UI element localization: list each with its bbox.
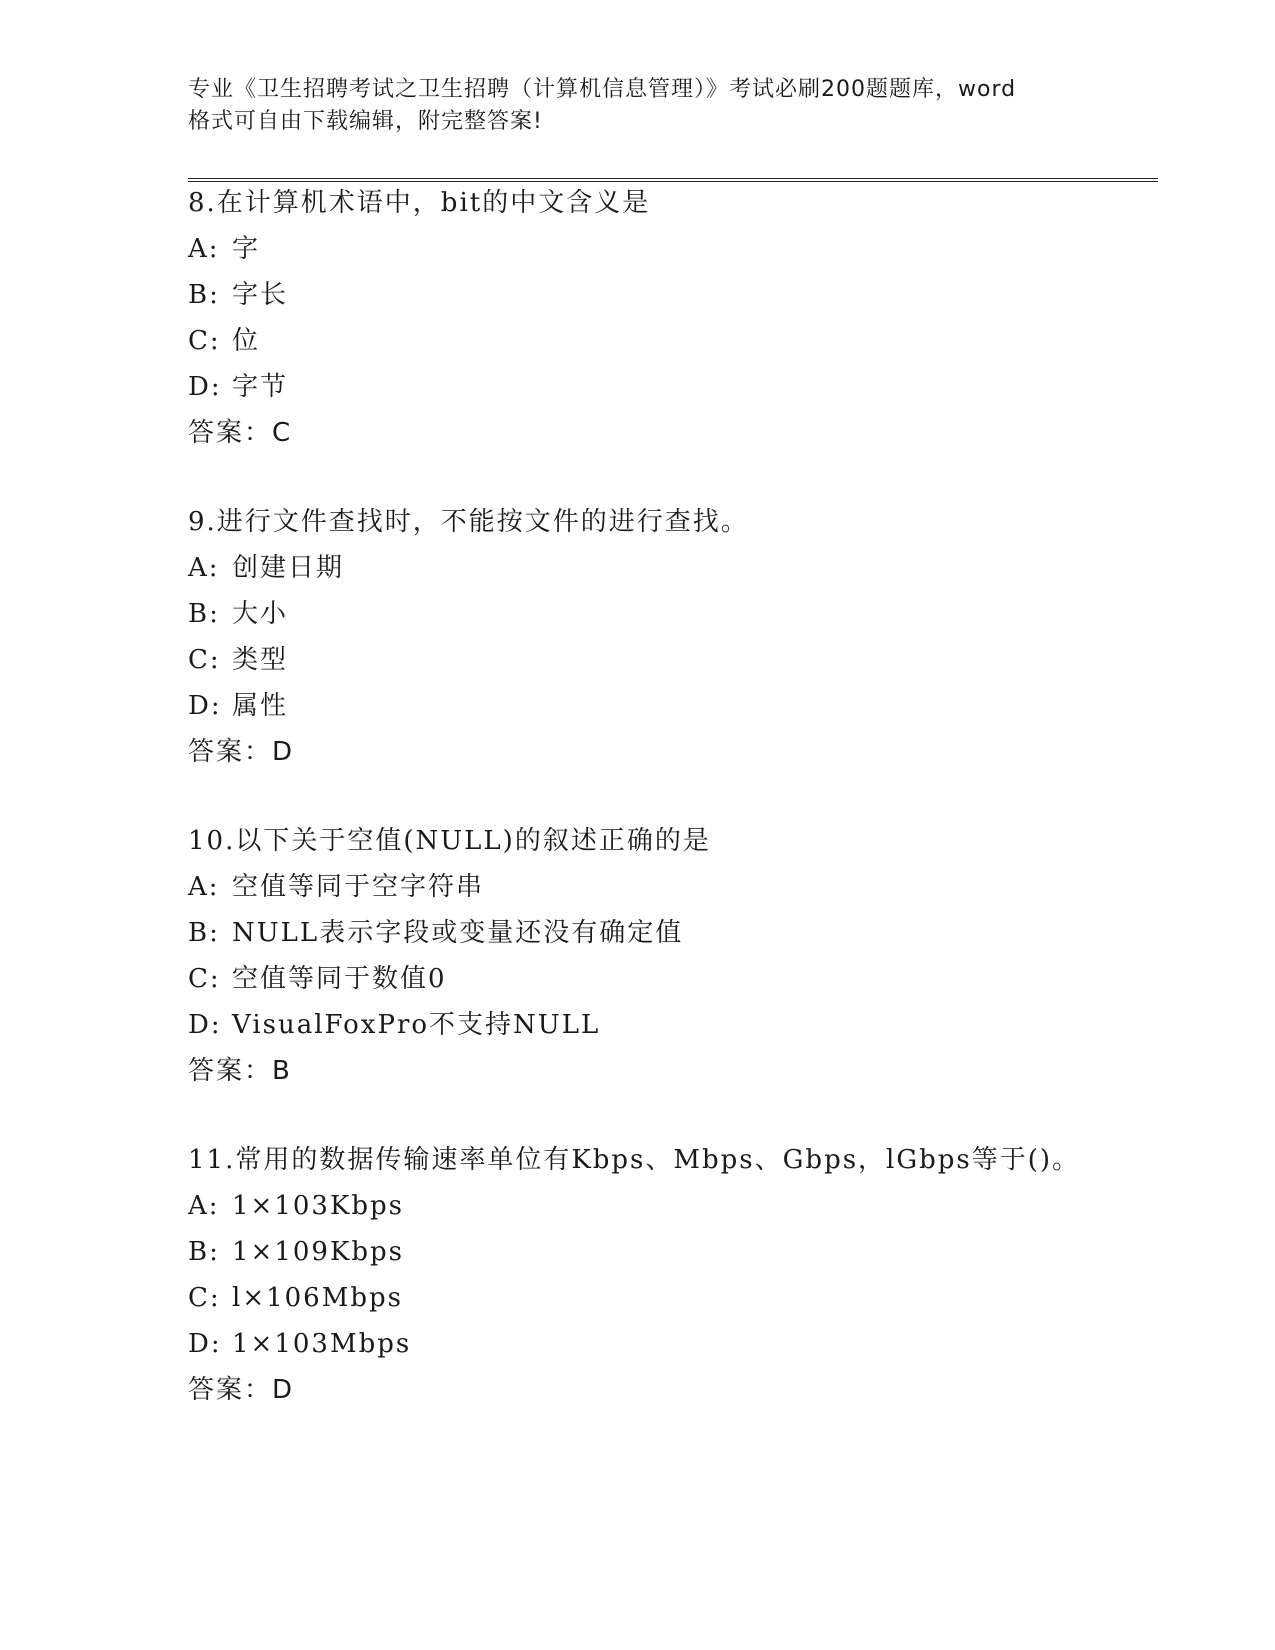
- answer-line: 答案：D: [188, 737, 295, 767]
- option-text: 1×103Mbps: [232, 1329, 412, 1359]
- question-stem: 9.进行文件查找时，不能按文件的进行查找。: [188, 507, 749, 537]
- option-text: l×106Mbps: [232, 1283, 403, 1313]
- question-stem: 8.在计算机术语中，bit的中文含义是: [188, 188, 651, 218]
- header-line-1: 专业《卫生招聘考试之卫生招聘（计算机信息管理）》考试必刷200题题库，word: [188, 77, 1017, 102]
- option-a: [188, 226, 1158, 272]
- option-letter: C:: [188, 645, 221, 675]
- answer-line: 答案：B: [188, 1056, 292, 1086]
- option-text: 字节: [232, 372, 289, 402]
- option-b: [188, 1229, 1158, 1275]
- option-text: 属性: [232, 691, 289, 721]
- question-stem: 11.常用的数据传输速率单位有Kbps、Mbps、Gbps，lGbps等于()。: [188, 1145, 1081, 1175]
- answer-line: 答案：D: [188, 1375, 295, 1405]
- option-letter: D:: [188, 691, 222, 721]
- option-b: [188, 272, 1158, 318]
- question-stem: 10.以下关于空值(NULL)的叙述正确的是: [188, 826, 711, 856]
- option-text: 空值等同于空字符串: [232, 872, 485, 902]
- option-letter: B:: [188, 599, 220, 629]
- header-line-2: 格式可自由下载编辑，附完整答案!: [188, 109, 543, 134]
- option-d: [188, 1002, 1158, 1048]
- option-letter: D:: [188, 1329, 222, 1359]
- question-10: [188, 818, 1158, 1094]
- question-9: [188, 499, 1158, 775]
- option-letter: A:: [188, 872, 220, 902]
- option-d: [188, 683, 1158, 729]
- option-b: [188, 910, 1158, 956]
- option-letter: C:: [188, 1283, 221, 1313]
- option-text: 字: [232, 234, 261, 264]
- answer-line: 答案：C: [188, 418, 293, 448]
- option-letter: D:: [188, 372, 222, 402]
- question-8: [188, 180, 1158, 456]
- option-letter: B:: [188, 918, 220, 948]
- option-text: 大小: [232, 599, 289, 629]
- option-c: [188, 637, 1158, 683]
- option-letter: B:: [188, 280, 220, 310]
- option-a: [188, 545, 1158, 591]
- option-letter: D:: [188, 1010, 222, 1040]
- option-letter: A:: [188, 234, 220, 264]
- option-letter: B:: [188, 1237, 220, 1267]
- option-d: [188, 1321, 1158, 1367]
- option-c: [188, 956, 1158, 1002]
- option-d: [188, 364, 1158, 410]
- option-c: [188, 1275, 1158, 1321]
- option-c: [188, 318, 1158, 364]
- option-text: 1×103Kbps: [232, 1191, 405, 1221]
- option-text: 类型: [232, 645, 289, 675]
- option-letter: C:: [188, 964, 221, 994]
- option-letter: C:: [188, 326, 221, 356]
- option-text: 空值等同于数值0: [232, 964, 447, 994]
- option-text: 字长: [232, 280, 289, 310]
- option-text: 创建日期: [232, 553, 345, 583]
- question-11: [188, 1137, 1158, 1413]
- document-header: [188, 74, 1088, 138]
- option-a: [188, 1183, 1158, 1229]
- option-letter: A:: [188, 1191, 220, 1221]
- option-a: [188, 864, 1158, 910]
- option-text: 1×109Kbps: [232, 1237, 405, 1267]
- option-text: VisualFoxPro不支持NULL: [232, 1010, 601, 1040]
- document-page: [188, 0, 1158, 1650]
- option-letter: A:: [188, 553, 220, 583]
- option-text: NULL表示字段或变量还没有确定值: [232, 918, 684, 948]
- option-b: [188, 591, 1158, 637]
- option-text: 位: [232, 326, 261, 356]
